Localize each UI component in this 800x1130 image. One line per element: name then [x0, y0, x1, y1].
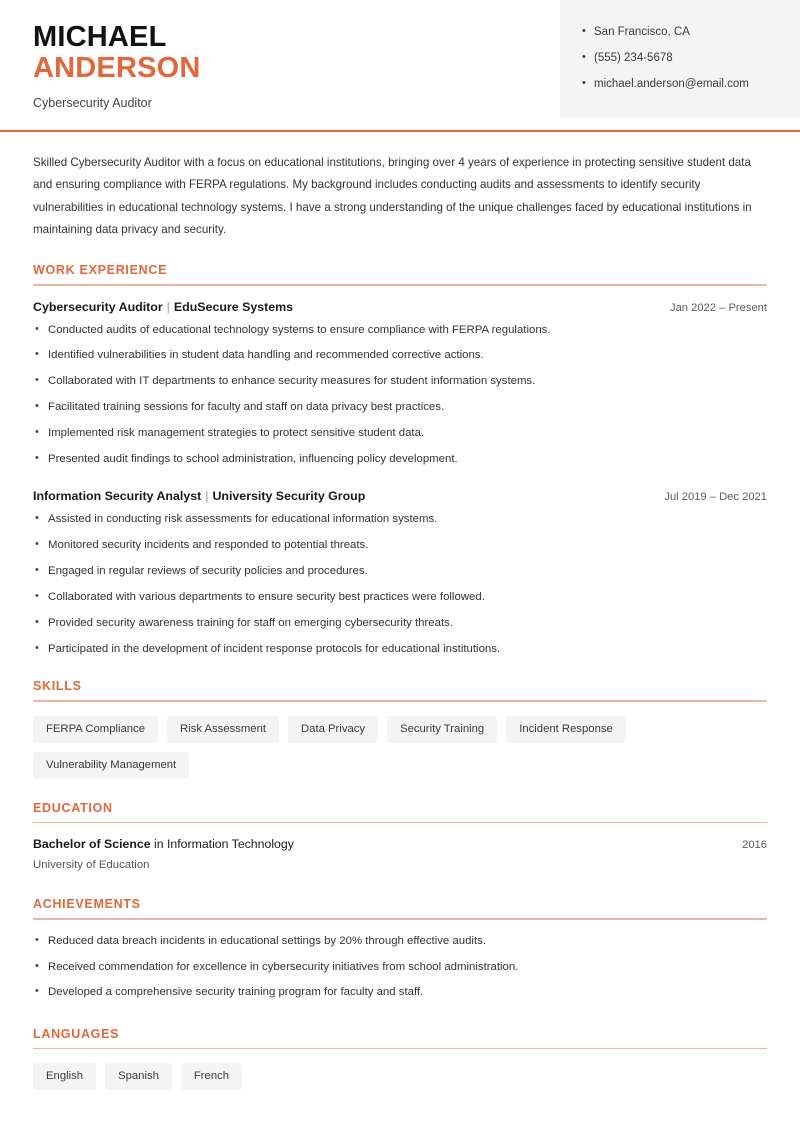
section-skills [33, 679, 767, 778]
job-heading [33, 489, 365, 503]
languages-chip-list [33, 1063, 767, 1090]
job-dates: Jul 2019 – Dec 2021 [664, 491, 767, 504]
skill-chip: Security Training [387, 716, 497, 743]
achievement-bullet: • Developed a comprehensive security training program for faculty and staff. [33, 985, 767, 1000]
section-divider-education [33, 822, 767, 824]
first-name: MICHAEL [33, 21, 167, 53]
job-bullet: • Facilitated training sessions for faculty and staff on data privacy best practices. [33, 400, 767, 415]
contact-item-phone: • (555) 234-5678 [582, 52, 800, 66]
job-separator: | [166, 299, 170, 314]
section-title-skills: SKILLS [33, 679, 82, 694]
skill-chip: Risk Assessment [167, 716, 279, 743]
resume-content [0, 152, 800, 1090]
section-work-experience [33, 263, 767, 657]
contact-item-email[interactable]: • michael.anderson@email.com [582, 78, 800, 92]
job-bullet: • Monitored security incidents and responded to potential threats. [33, 538, 767, 553]
job-bullet: • Engaged in regular reviews of security policies and procedures. [33, 564, 767, 579]
job-bullet: • Presented audit findings to school administration, influencing policy development. [33, 452, 767, 467]
education-institution: University of Education [33, 859, 150, 872]
section-title-work-experience: WORK EXPERIENCE [33, 263, 168, 277]
section-education [33, 801, 767, 872]
job-bullet: • Collaborated with IT departments to enhance security measures for student information systems. [33, 374, 767, 389]
contact-list [582, 26, 800, 91]
education-entry [33, 837, 767, 871]
job-company: University Security Group [212, 489, 366, 504]
section-achievements [33, 897, 767, 1001]
section-divider-languages [33, 1048, 767, 1050]
section-divider-work-experience [33, 284, 767, 286]
job-bullet-list [33, 323, 767, 468]
section-title-education: EDUCATION [33, 800, 113, 815]
job-dates: Jan 2022 – Present [669, 301, 767, 314]
contact-item-location: • San Francisco, CA [582, 26, 800, 40]
job-bullet: • Implemented risk management strategies to protect sensitive student data. [33, 426, 767, 441]
job-role: Cybersecurity Auditor [33, 299, 163, 314]
job-role: Information Security Analyst [33, 489, 202, 504]
job-heading [33, 300, 293, 314]
job-bullet-list [33, 512, 767, 657]
job-bullet: • Identified vulnerabilities in student data handling and recommended corrective actions. [33, 348, 767, 363]
skill-chip: Data Privacy [288, 716, 378, 743]
section-languages [33, 1027, 767, 1090]
section-title-achievements: ACHIEVEMENTS [33, 897, 141, 912]
language-chip: French [181, 1063, 242, 1090]
skill-chip: Incident Response [506, 716, 626, 743]
last-name: ANDERSON [33, 52, 201, 85]
job-entry [33, 489, 767, 657]
professional-title: Cybersecurity Auditor [33, 95, 152, 110]
section-divider-skills [33, 700, 767, 702]
job-bullet: • Assisted in conducting risk assessments for educational information systems. [33, 512, 767, 527]
section-title-languages: LANGUAGES [33, 1026, 120, 1041]
job-separator: | [205, 489, 209, 504]
job-bullet: • Collaborated with various departments to ensure security best practices were followed. [33, 590, 767, 605]
header-identity-block [0, 0, 560, 118]
education-degree-field: in Information Technology [150, 837, 294, 852]
achievement-bullet: • Reduced data breach incidents in educational settings by 20% through effective audits. [33, 934, 767, 949]
job-entry [33, 300, 767, 468]
job-bullet: • Provided security awareness training for staff on emerging cybersecurity threats. [33, 616, 767, 631]
skills-chip-list [33, 716, 767, 779]
job-bullet: • Conducted audits of educational technology systems to ensure compliance with FERPA regulations. [33, 323, 767, 338]
header-divider [0, 130, 800, 132]
language-chip: English [33, 1063, 96, 1090]
language-chip: Spanish [105, 1063, 172, 1090]
job-header [33, 300, 767, 314]
achievement-bullet: • Received commendation for excellence in cybersecurity initiatives from school administration. [33, 960, 767, 975]
job-company: EduSecure Systems [173, 299, 294, 314]
skill-chip: FERPA Compliance [33, 716, 158, 743]
education-header [33, 837, 767, 851]
education-degree [33, 837, 294, 851]
job-header [33, 489, 767, 503]
achievement-bullet-list [33, 934, 767, 1001]
education-year: 2016 [742, 839, 767, 852]
professional-summary: Skilled Cybersecurity Auditor with a focus on educational institutions, bringing over 4 years of experience in protecting sensitive student data and ensuring compliance with FERPA regulations. My background includes conducting audits and assessments to identify security vulnerabilities in educational technology systems. I have a strong understanding of the unique challenges faced by educational institutions in maintaining data privacy and security. [33, 156, 752, 236]
skill-chip: Vulnerability Management [33, 752, 189, 779]
job-bullet: • Participated in the development of incident response protocols for educational institutions. [33, 642, 767, 657]
contact-info-panel [560, 0, 800, 118]
section-divider-achievements [33, 918, 767, 920]
education-degree-type: Bachelor of Science [33, 837, 151, 852]
resume-header [0, 0, 800, 118]
